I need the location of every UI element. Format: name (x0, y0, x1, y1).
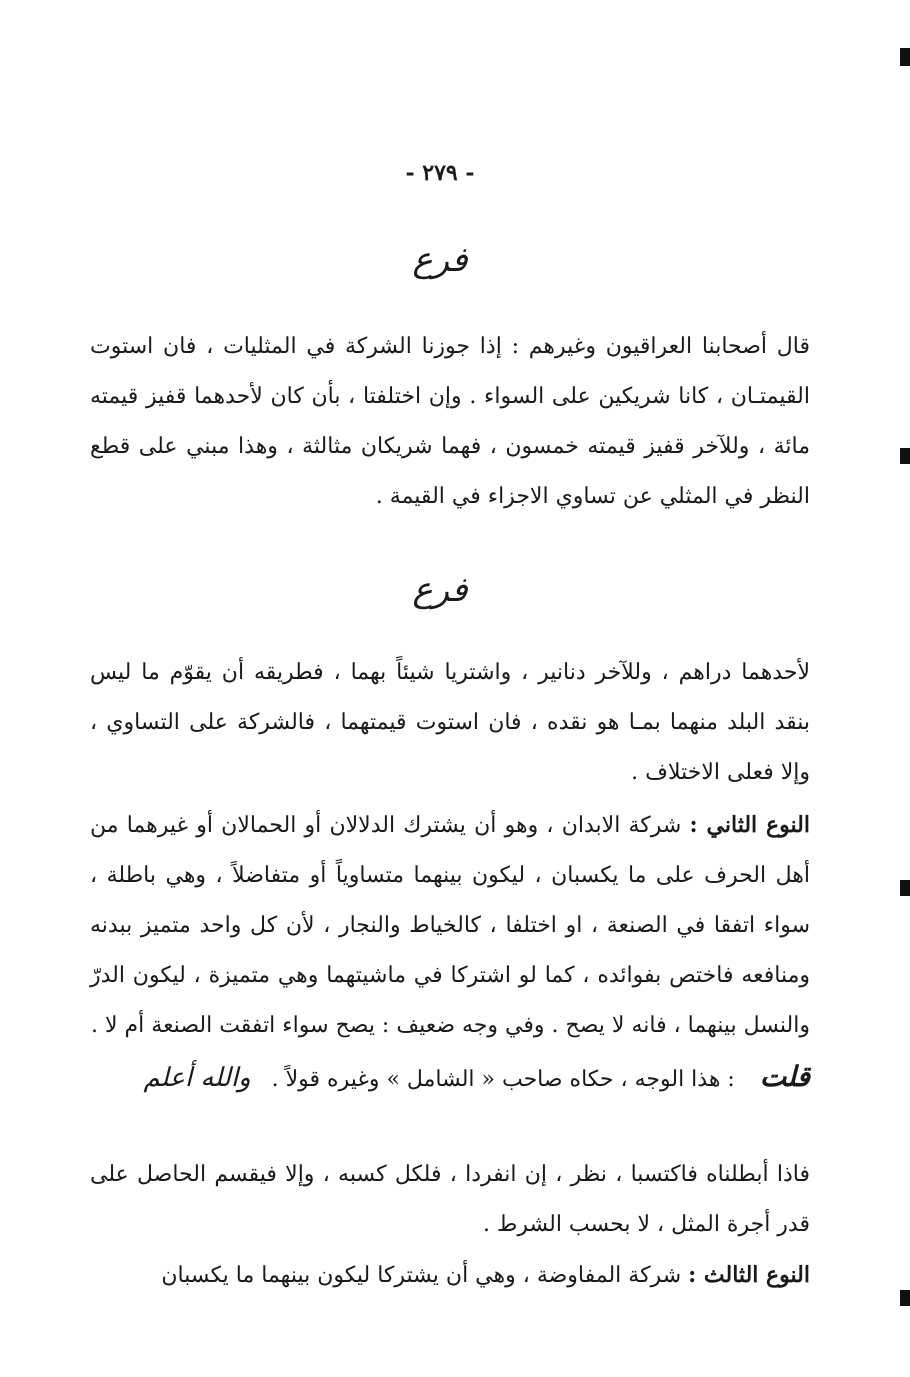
qult-body: : هذا الوجه ، حكاه صاحب « الشامل » وغيره قولاً . (271, 1067, 735, 1092)
paragraph-3 (90, 800, 810, 1051)
section-heading-1: فرع (412, 240, 468, 280)
scan-edge-mark-4 (900, 1290, 910, 1306)
signoff-wallahu-alam: والله أعلم (143, 1063, 251, 1093)
scan-edge-mark-1 (900, 48, 910, 66)
paragraph-5-lead: النوع الثالث : (688, 1262, 810, 1288)
scan-edge-mark-3 (900, 880, 910, 896)
paragraph-1: قال أصحابنا العراقيون وغيرهم : إذا جوزنا الشركة في المثليات ، فان استوت القيمتـان ، كانا شريكين على السواء . وإن اختلفتا ، بأن كان لأحدهما قفيز قيمته مائة ، وللآخر قفيز قيمته خمسون ، فهما شريكان مثالثة ، وهذا مبني على قطع النظر في المثلي عن تساوي الاجزاء في القيمة . (90, 334, 810, 509)
paragraph-3-lead: النوع الثاني : (689, 812, 810, 838)
scan-edge-mark-2 (900, 448, 910, 464)
paragraph-5-body: شركة المفاوضة ، وهي أن يشتركا ليكون بينهما ما يكسبان (161, 1263, 682, 1288)
section-heading-2: فرع (412, 570, 468, 610)
qult-label: قلت (759, 1060, 810, 1093)
page-number: - ٢٧٩ - (405, 160, 475, 186)
paragraph-4: فاذا أبطلناه فاكتسبا ، نظر ، إن انفردا ، فلكل كسبه ، وإلا فيقسم الحاصل على قدر أجرة المثل ، لا بحسب الشرط . (90, 1162, 810, 1237)
paragraph-2: لأحدهما دراهم ، وللآخر دنانير ، واشتريا شيئاً بهما ، فطريقه أن يقوّم ما ليس بنقد البلد منهما بمـا هو نقده ، فان استوت قيمتهما ، فالشركة على التساوي ، وإلا فعلى الاختلاف . (90, 660, 810, 785)
paragraph-3-body: شركة الابدان ، وهو أن يشترك الدلالان أو الحمالان أو غيرهما من أهل الحرف على ما يكسبان ، ليكون بينهما متساوياً أو متفاضلاً ، وهي باطلة ، سواء اتفقا في الصنعة ، او اختلفا ، كالخياط والنجار ، لأن كل واحد متميز ببدنه ومنافعه فاختص بفوائده ، كما لو اشتركا في ماشيتهما وهي متميزة ، ليكون الدرّ والنسل بينهما ، فانه لا يصح . وفي وجه ضعيف : يصح سواء اتفقت الصنعة أم لا . (90, 813, 810, 1038)
qult-paragraph (90, 1052, 810, 1105)
paragraph-5 (90, 1250, 810, 1301)
